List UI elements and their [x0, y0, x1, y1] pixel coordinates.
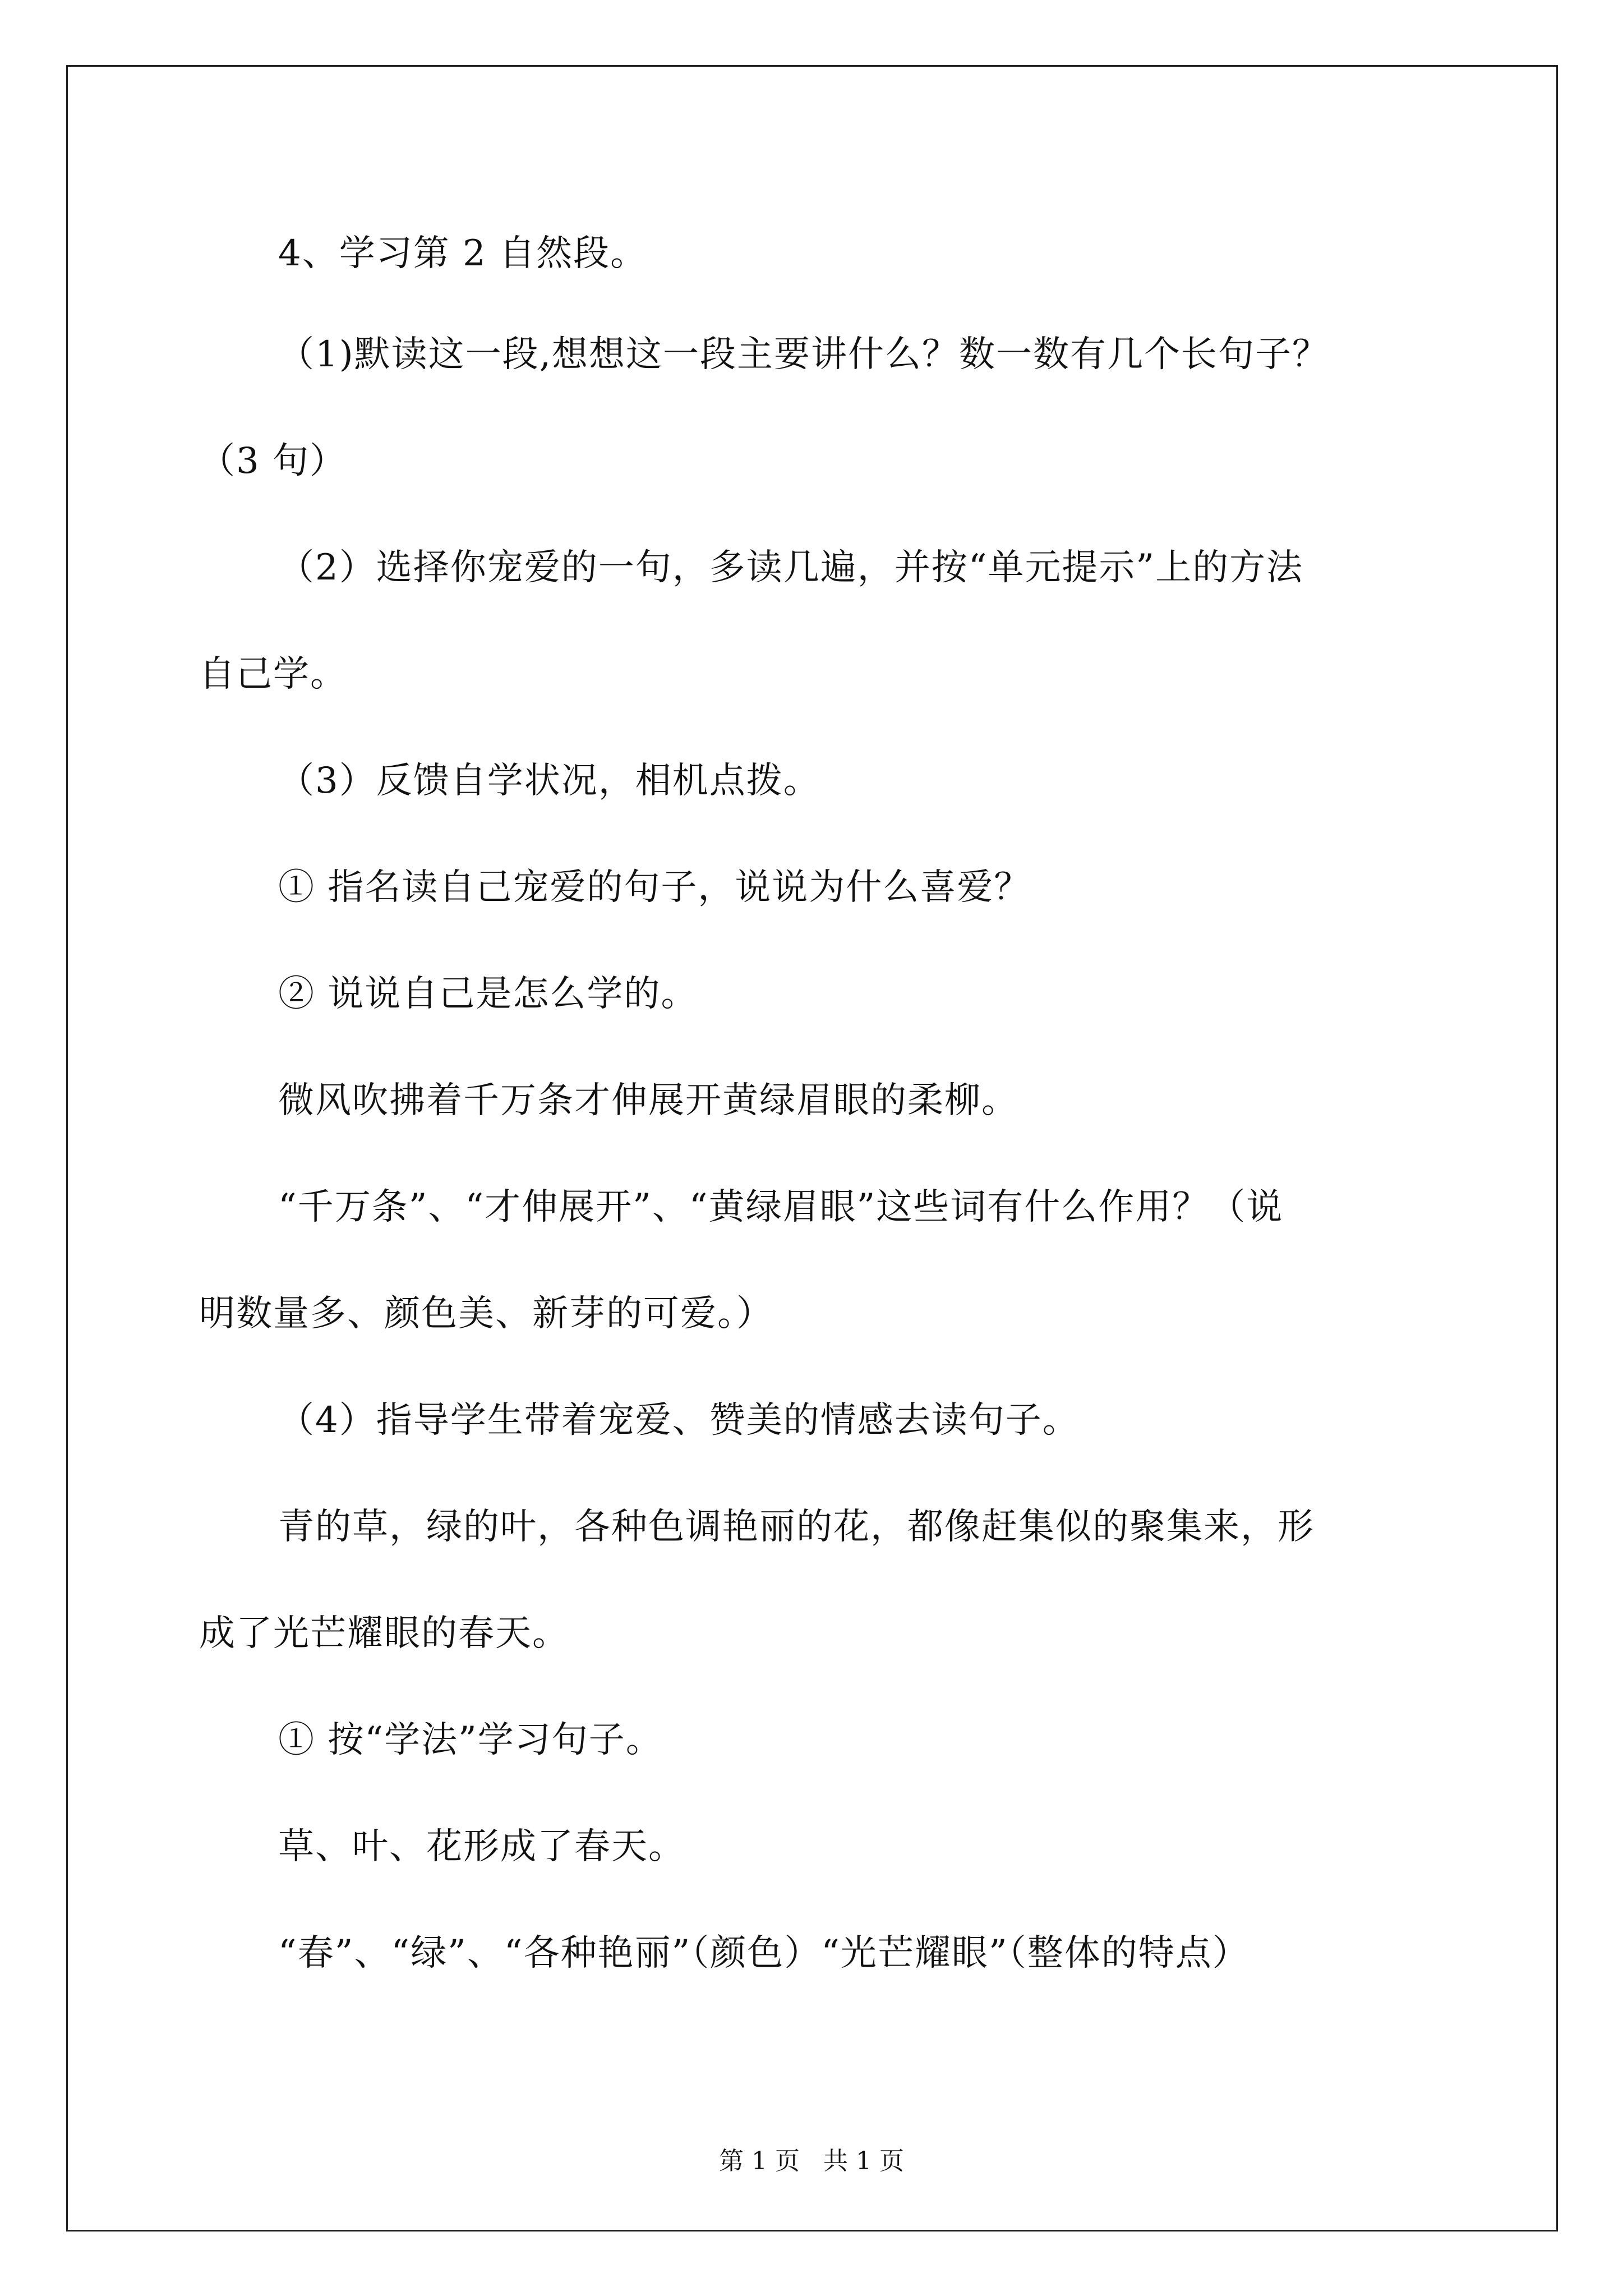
paragraph-line: ① 按“学法”学习句子。: [278, 1719, 663, 1761]
paragraph-line: ② 说说自己是怎么学的。: [278, 973, 698, 1015]
paragraph-line: 自己学。: [199, 654, 347, 695]
page-footer: [0, 2146, 1623, 2177]
paragraph-line: 明数量多、颜色美、新芽的可爱。）: [199, 1293, 773, 1335]
paragraph-line: “千万条”、“才伸展开”、“黄绿眉眼”这些词有什么作用？（说: [278, 1186, 1284, 1228]
paragraph-line: （4）指导学生带着宠爱、赞美的情感去读句子。: [278, 1400, 1080, 1441]
paragraph-line: 青的草，绿的叶，各种色调艳丽的花，都像赶集似的聚集来，形: [278, 1506, 1315, 1548]
page-total: 共 1 页: [823, 2147, 904, 2175]
paragraph-line: （1)默读这一段,想想这一段主要讲什么？数一数有几个长句子？: [278, 334, 1330, 375]
paragraph-line: （3）反馈自学状况，相机点拨。: [278, 760, 820, 802]
paragraph-line: （2）选择你宠爱的一句，多读几遍，并按“单元提示”上的方法: [278, 547, 1304, 588]
page-border: [66, 65, 1558, 2231]
paragraph-line: （3 句）: [199, 440, 347, 482]
paragraph-line: 4、学习第 2 自然段。: [278, 233, 648, 274]
page-number: 第 1 页: [719, 2147, 800, 2175]
paragraph-line: 草、叶、花形成了春天。: [278, 1826, 685, 1867]
paragraph-line: ① 指名读自己宠爱的句子，说说为什么喜爱？: [278, 867, 1031, 908]
paragraph-line: 微风吹拂着千万条才伸展开黄绿眉眼的柔柳。: [278, 1080, 1018, 1121]
paragraph-line: “春”、“绿”、“各种艳丽”（颜色）“光芒耀眼”（整体的特点）: [278, 1932, 1249, 1974]
paragraph-line: 成了光芒耀眼的春天。: [199, 1613, 569, 1654]
